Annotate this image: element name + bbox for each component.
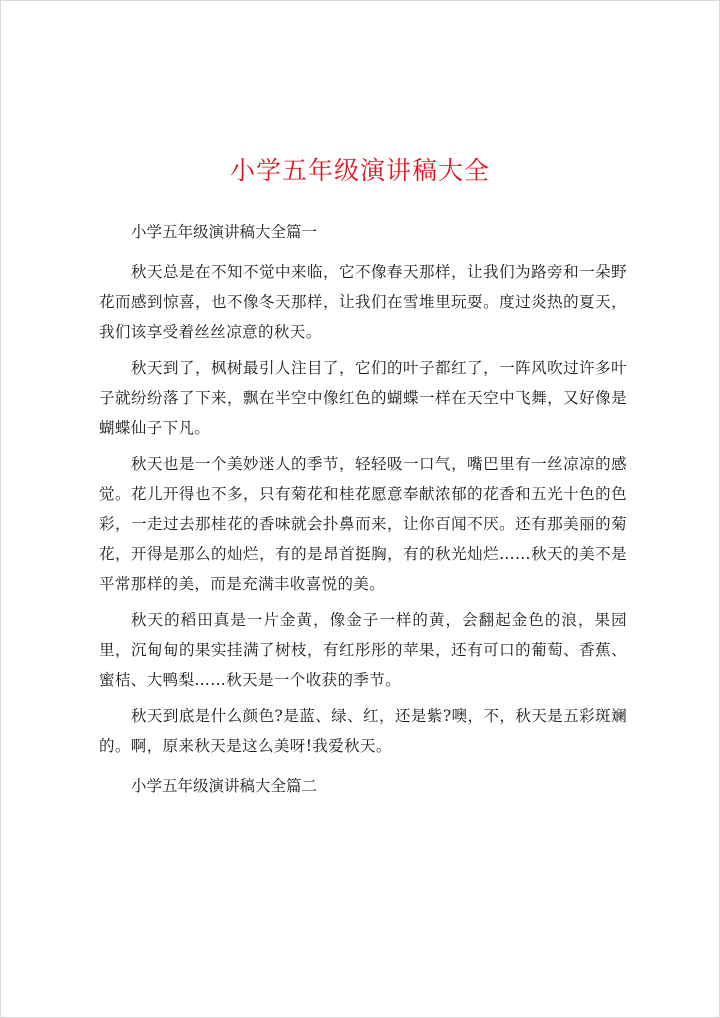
paragraph-2: 秋天到了，枫树最引人注目了，它们的叶子都红了，一阵风吹过许多叶子就纷纷落了下来，飘在半空中像红色的蝴蝶一样在天空中飞舞，又好像是蝴蝶仙子下凡。 [99,359,627,437]
paragraph-5: 秋天到底是什么颜色?是蓝、绿、红，还是紫?噢，不，秋天是五彩斑斓的。啊，原来秋天是这么美呀!我爱秋天。 [99,707,627,755]
document-title: 小学五年级演讲稿大全 [229,156,490,185]
paragraph-4: 秋天的稻田真是一片金黄，像金子一样的黄，会翻起金色的浪，果园里，沉甸甸的果实挂满了树枝，有红彤彤的苹果，还有可口的葡萄、香蕉、蜜桔、大鸭梨……秋天是一个收获的季节。 [99,611,627,689]
section-heading-1: 小学五年级演讲稿大全篇一 [131,223,318,241]
document-body [99,217,627,801]
paragraph-1: 秋天总是在不知不觉中来临，它不像春天那样，让我们为路旁和一朵野花而感到惊喜，也不像冬天那样，让我们在雪堆里玩耍。度过炎热的夏天，我们该享受着丝丝凉意的秋天。 [99,263,627,341]
paragraph-3: 秋天也是一个美妙迷人的季节，轻轻吸一口气，嘴巴里有一丝凉凉的感觉。花儿开得也不多，只有菊花和桂花愿意奉献浓郁的花香和五光十色的色彩，一走过去那桂花的香味就会扑鼻而来，让你百闻不厌。还有那美丽的菊花，开得是那么的灿烂，有的是昂首挺胸，有的秋光灿烂……秋天的美不是平常那样的美，而是充满丰收喜悦的美。 [99,455,627,593]
section-heading-2: 小学五年级演讲稿大全篇二 [131,777,318,795]
